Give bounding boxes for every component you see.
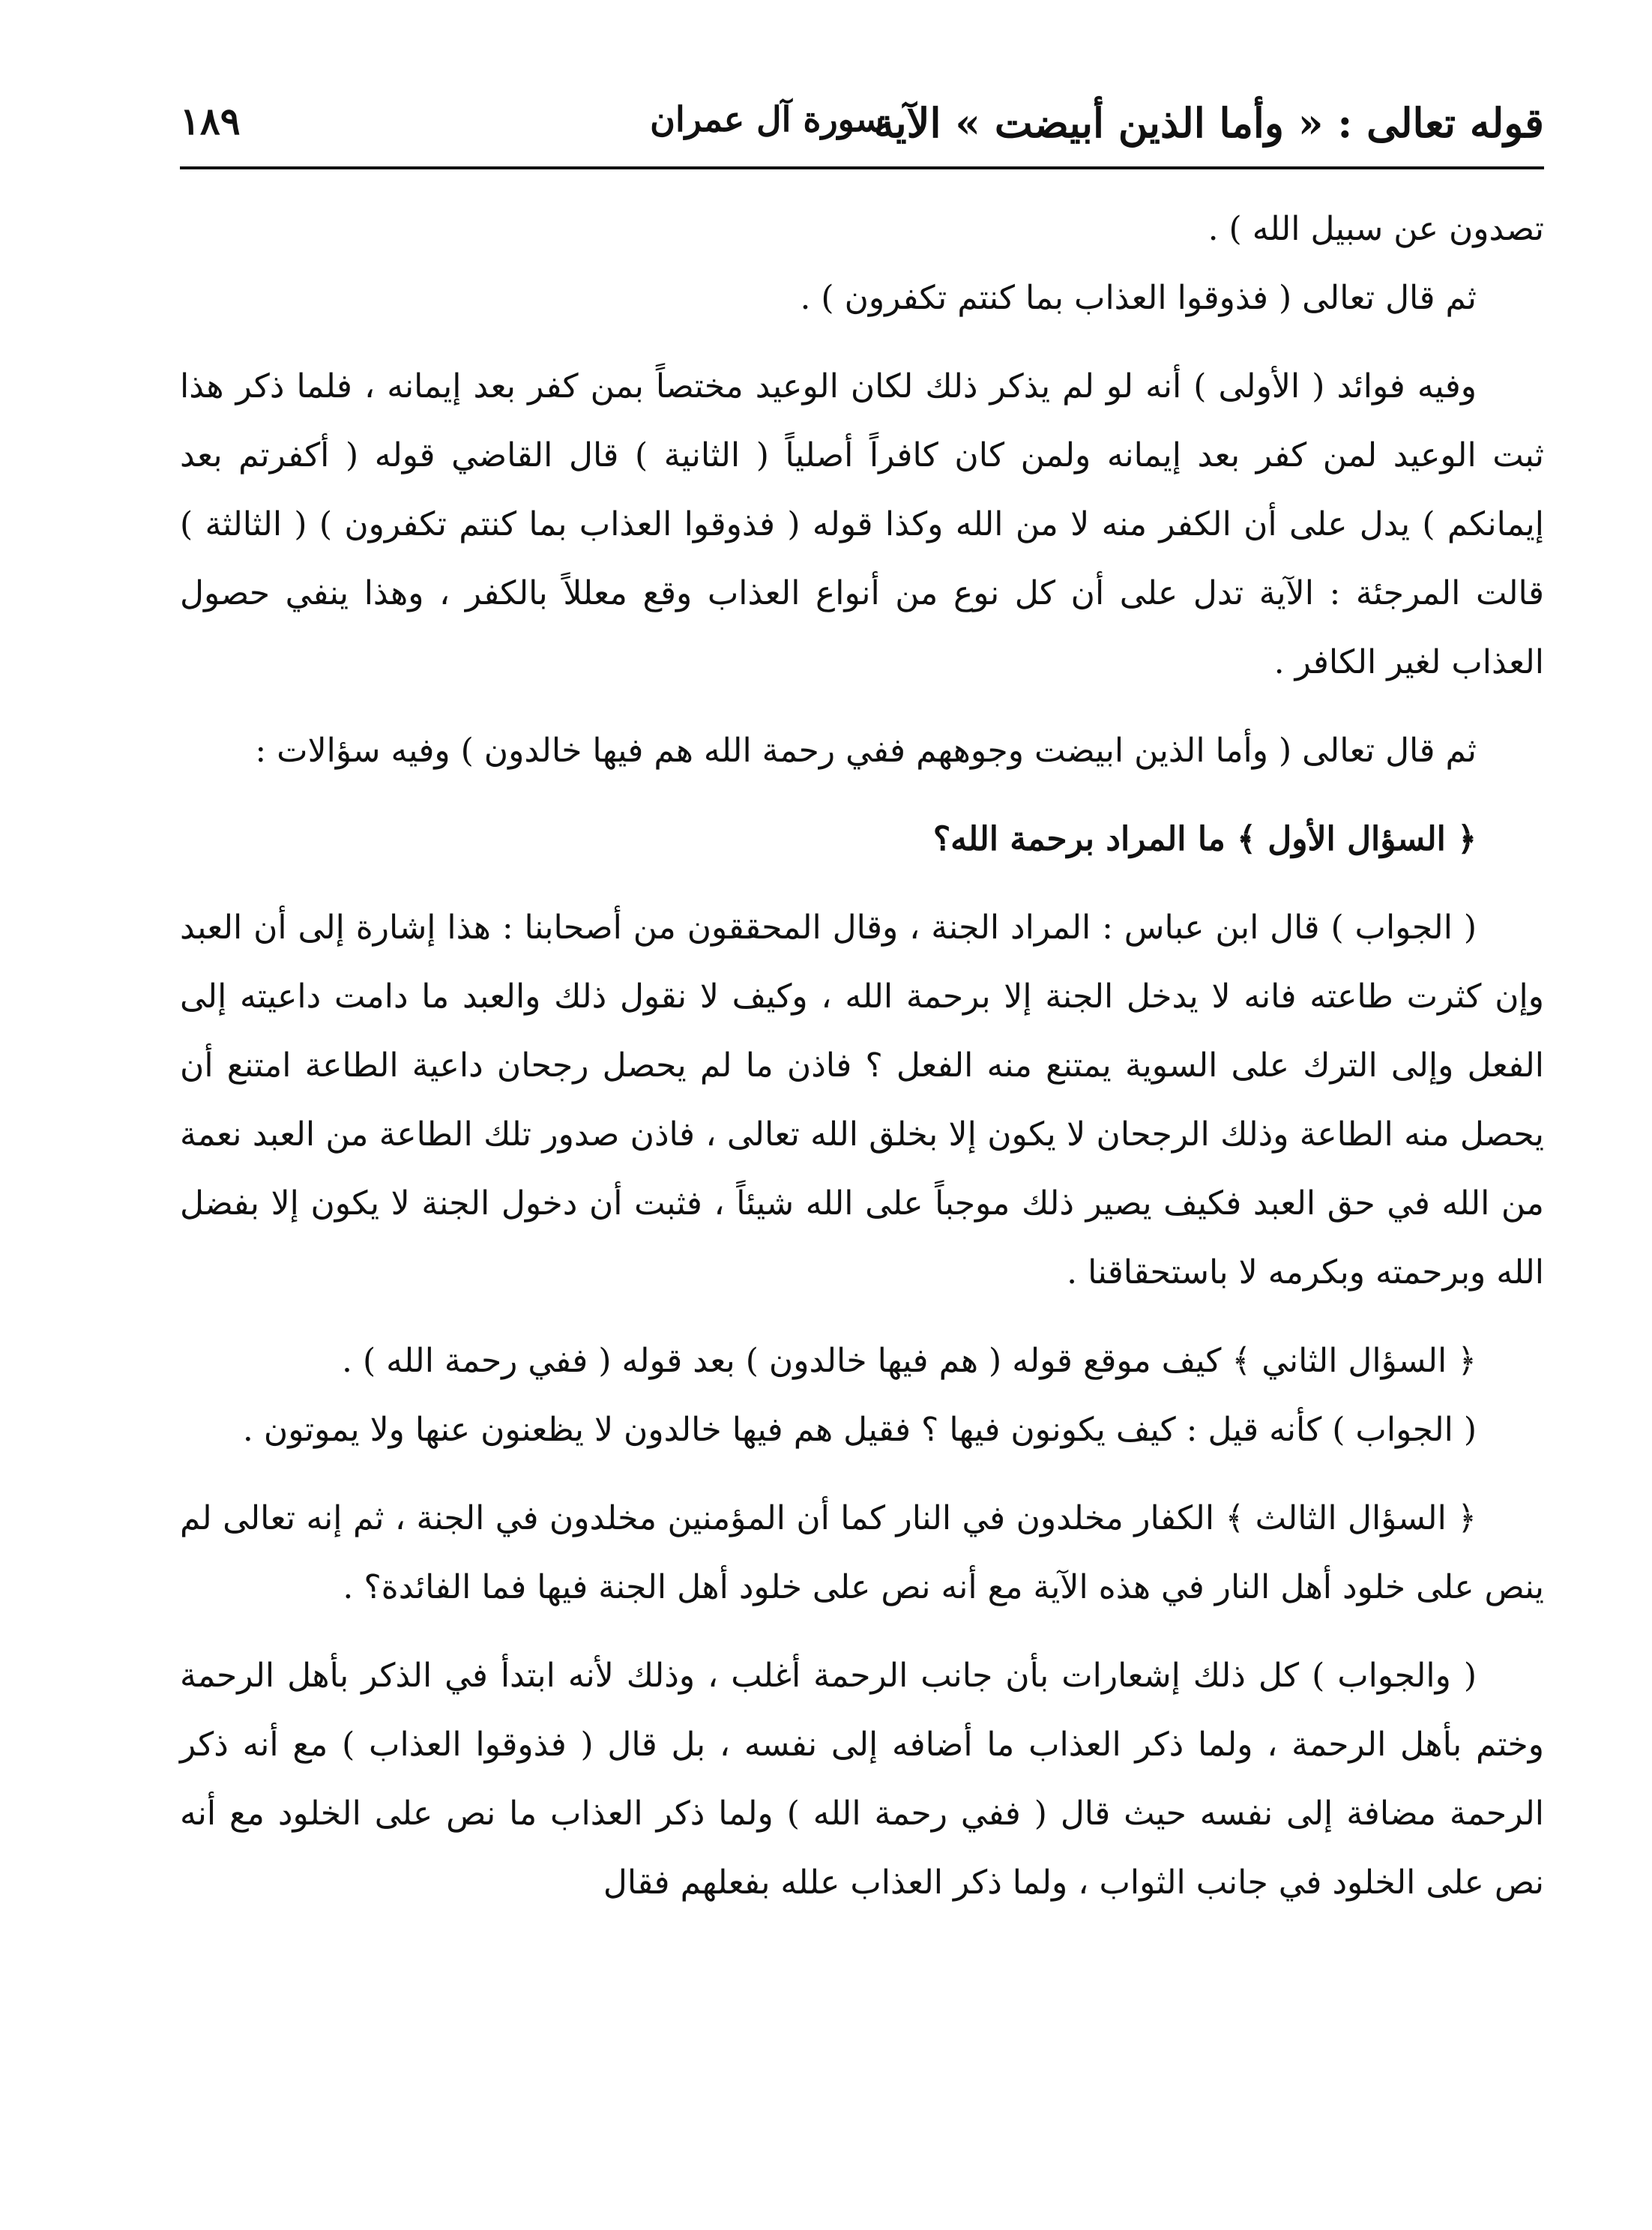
book-page bbox=[180, 75, 1544, 2189]
question-first: ﴿ السؤال الأول ﴾ ما المراد برحمة الله؟ bbox=[932, 820, 1477, 858]
paragraph-continuation: تصدون عن سبيل الله ) . bbox=[1208, 210, 1544, 248]
page-body bbox=[180, 195, 1544, 1937]
paragraph-ayah-quote: ثم قال تعالى ( فذوقوا العذاب بما كنتم تكفرون ) . bbox=[800, 279, 1477, 317]
running-head-surah: سورة آل عمران bbox=[650, 99, 884, 139]
answer-third: ( والجواب ) كل ذلك إشعارات بأن جانب الرحمة أغلب ، وذلك لأنه ابتدأ في الذكر بأهل الرحمة وختم بأهل الرحمة ، ولما ذكر العذاب ما أضافه إلى نفسه ، بل قال ( فذوقوا العذاب ) مع أنه ذكر الرحمة مضافة إلى نفسه حيث قال ( ففي رحمة الله ) ولما ذكر العذاب ما نص على الخلود مع أنه نص على الخلود في جانب الثواب ، ولما ذكر العذاب علله بفعلهم فقال bbox=[180, 1657, 1544, 1902]
question-second: ﴿ السؤال الثاني ﴾ كيف موقع قوله ( هم فيها خالدون ) بعد قوله ( ففي رحمة الله ) . bbox=[342, 1342, 1477, 1380]
paragraph-ayah-questions: ثم قال تعالى ( وأما الذين ابيضت وجوههم ففي رحمة الله هم فيها خالدون ) وفيه سؤالات : bbox=[255, 732, 1477, 770]
answer-second: ( الجواب ) كأنه قيل : كيف يكونون فيها ؟ فقيل هم فيها خالدون لا يظعنون عنها ولا يموتون . bbox=[242, 1411, 1477, 1449]
paragraph-benefits: وفيه فوائد ( الأولى ) أنه لو لم يذكر ذلك لكان الوعيد مختصاً بمن كفر بعد إيمانه ، فلما ذكر هذا ثبت الوعيد لمن كفر بعد إيمانه ولمن كان كافراً أصلياً ( الثانية ) قال القاضي قوله ( أكفرتم بعد إيمانكم ) يدل على أن الكفر منه لا من الله وكذا قوله ( فذوقوا العذاب بما كنتم تكفرون ) ( الثالثة ) قالت المرجئة : الآية تدل على أن كل نوع من أنواع العذاب وقع معللاً بالكفر ، وهذا ينفي حصول العذاب لغير الكافر . bbox=[180, 367, 1544, 681]
page-number: ١٨٩ bbox=[180, 99, 241, 143]
running-head-ayah: قوله تعالى : « وأما الذين أبيضت » الآية bbox=[873, 99, 1544, 147]
page-header bbox=[180, 75, 1544, 157]
question-third: ﴿ السؤال الثالث ﴾ الكفار مخلدون في النار كما أن المؤمنين مخلدون في الجنة ، ثم إنه تعالى لم ينص على خلود أهل النار في هذه الآية مع أنه نص على خلود أهل الجنة فيها فما الفائدة؟ . bbox=[180, 1499, 1544, 1606]
header-divider bbox=[180, 166, 1544, 169]
answer-first: ( الجواب ) قال ابن عباس : المراد الجنة ، وقال المحققون من أصحابنا : هذا إشارة إلى أن العبد وإن كثرت طاعته فانه لا يدخل الجنة إلا برحمة الله ، وكيف لا نقول ذلك والعبد ما دامت داعيته إلى الفعل وإلى الترك على السوية يمتنع منه الفعل ؟ فاذن ما لم يحصل رجحان داعية الطاعة امتنع أن يحصل منه الطاعة وذلك الرجحان لا يكون إلا بخلق الله تعالى ، فاذن صدور تلك الطاعة من العبد نعمة من الله في حق العبد فكيف يصير ذلك موجباً على الله شيئاً ، فثبت أن دخول الجنة لا يكون إلا بفضل الله وبرحمته وبكرمه لا باستحقاقنا . bbox=[180, 908, 1544, 1292]
